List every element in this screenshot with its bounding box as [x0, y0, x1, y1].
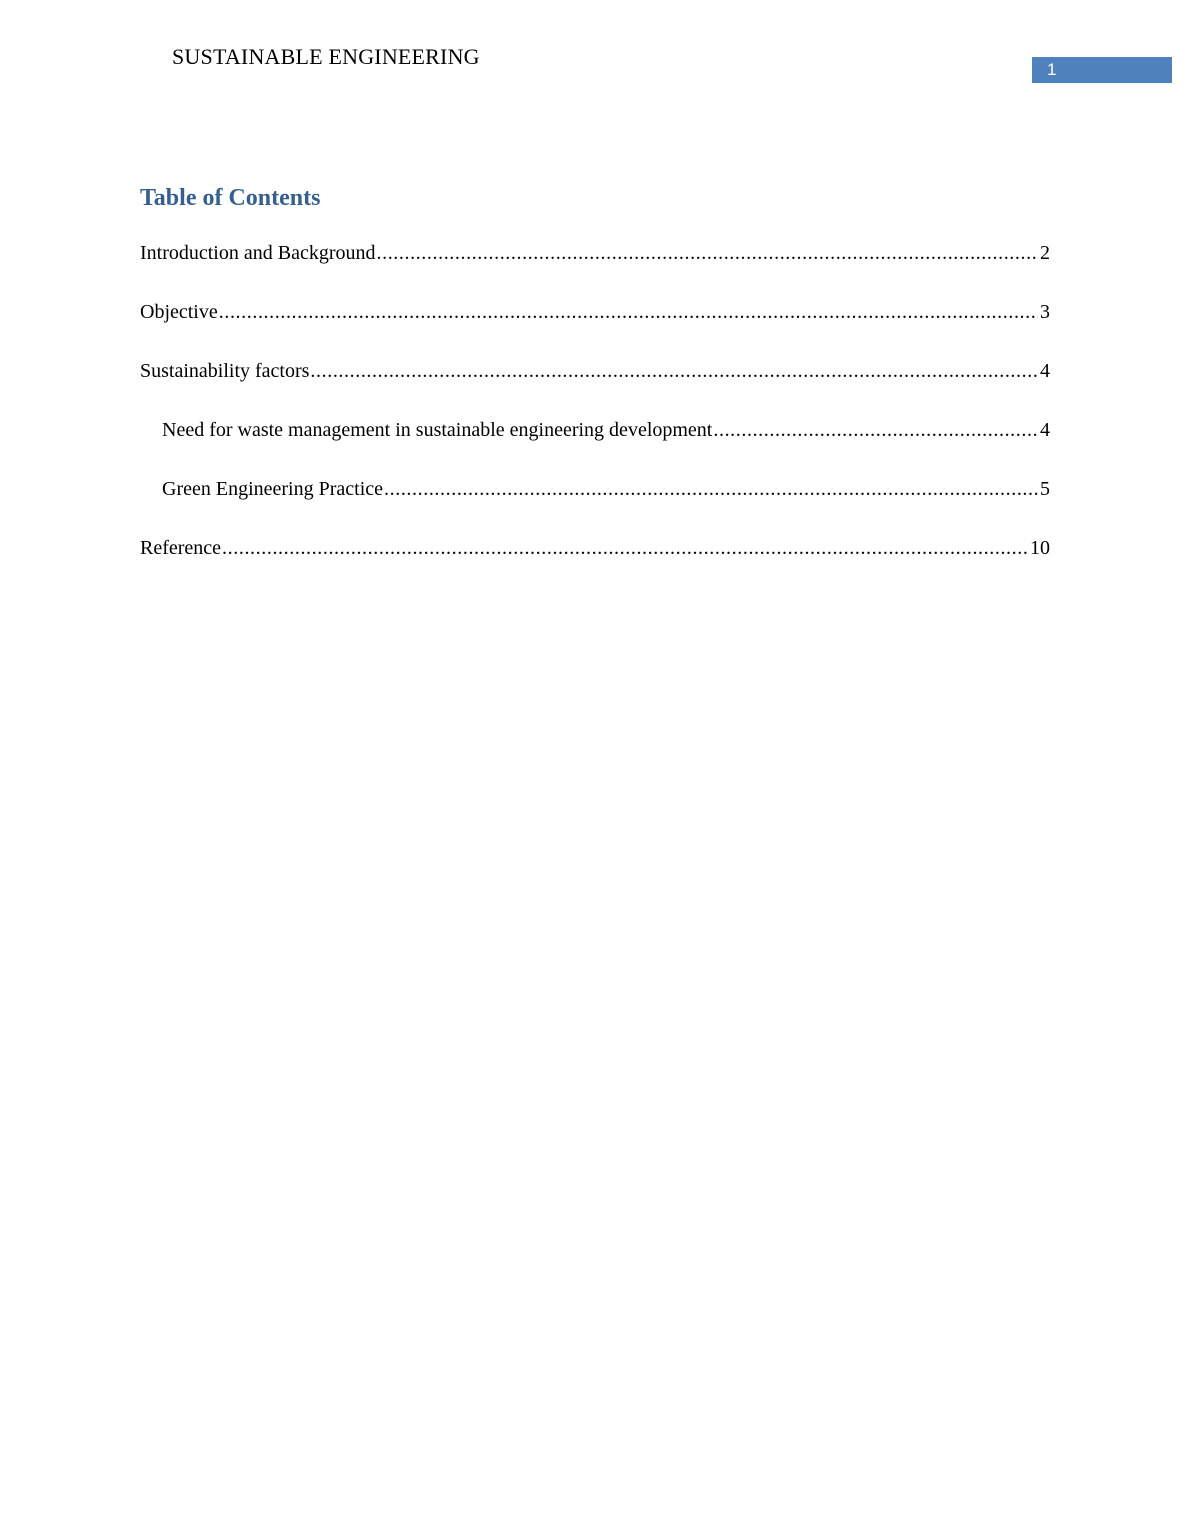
toc-entry-page: 2	[1040, 242, 1050, 264]
toc-entry-label: Reference	[140, 537, 222, 559]
toc-entry-page: 4	[1040, 419, 1050, 441]
page-number-badge	[1032, 57, 1172, 83]
toc-entry-page: 10	[1030, 537, 1050, 559]
toc-entry-sustainability-factors[interactable]	[140, 356, 1050, 415]
toc-entry-reference[interactable]	[140, 533, 1050, 592]
running-header-title: SUSTAINABLE ENGINEERING	[172, 44, 480, 69]
toc-entry-label: Sustainability factors	[140, 360, 310, 382]
toc-entry-label: Introduction and Background	[140, 242, 376, 264]
toc-entry-introduction[interactable]	[140, 238, 1050, 297]
toc-heading: Table of Contents	[140, 185, 321, 211]
toc-entry-objective[interactable]	[140, 297, 1050, 356]
toc-dot-leader	[219, 297, 1038, 327]
toc-entry-waste-management[interactable]	[140, 415, 1050, 474]
toc-entry-page: 5	[1040, 478, 1050, 500]
toc-dot-leader	[377, 238, 1039, 268]
toc-dot-leader	[310, 356, 1038, 386]
toc-dot-leader	[713, 415, 1038, 445]
toc-entry-label: Need for waste management in sustainable engineering development	[162, 419, 713, 441]
toc-entry-label: Objective	[140, 301, 218, 323]
toc-entry-label: Green Engineering Practice	[162, 478, 384, 500]
toc-entry-green-engineering[interactable]	[140, 474, 1050, 533]
toc-dot-leader	[384, 474, 1038, 504]
toc-entry-page: 3	[1040, 301, 1050, 323]
toc-entry-page: 4	[1040, 360, 1050, 382]
toc-dot-leader	[222, 533, 1028, 563]
table-of-contents	[140, 238, 1050, 592]
page-number: 1	[1047, 60, 1057, 79]
